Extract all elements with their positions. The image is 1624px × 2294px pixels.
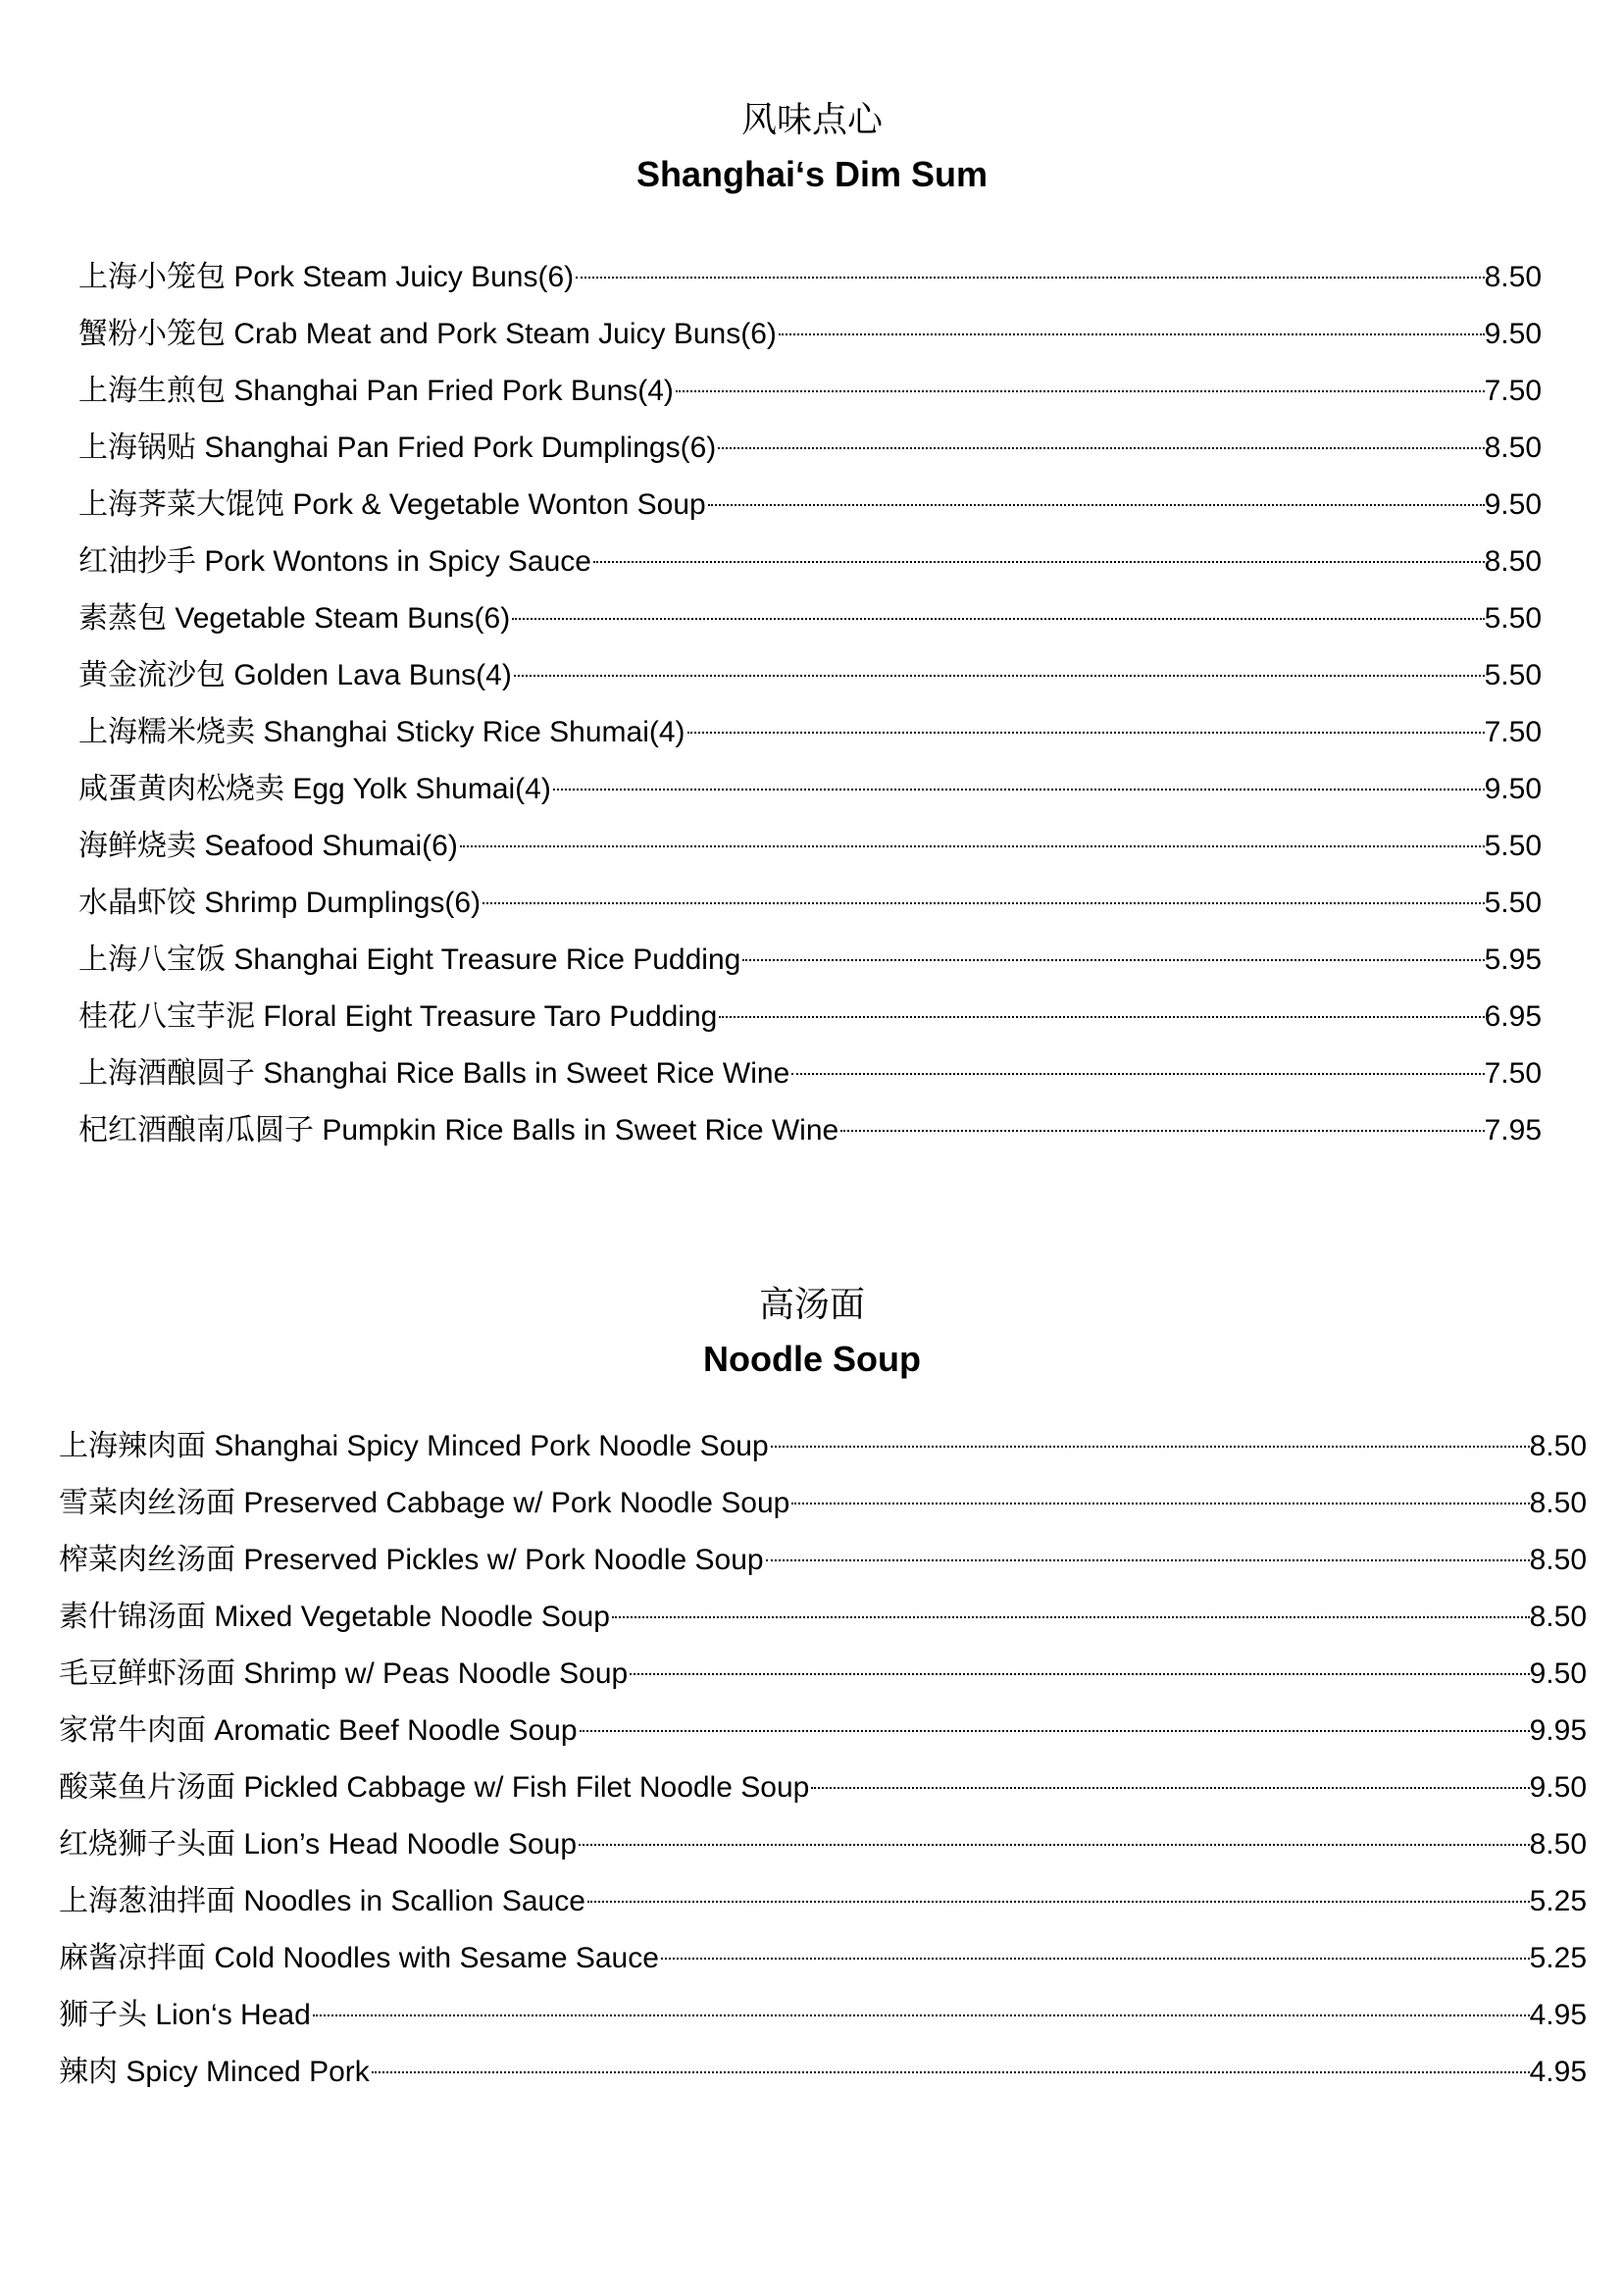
item-name: 麻酱凉拌面 Cold Noodles with Sesame Sauce [59, 1942, 659, 1974]
dot-leader [553, 789, 1485, 790]
item-price: 9.50 [1529, 1657, 1587, 1690]
menu-item [59, 1703, 1587, 1759]
item-price: 5.50 [1484, 830, 1542, 862]
dot-leader [708, 504, 1485, 506]
dot-leader [771, 1446, 1530, 1448]
dot-leader [840, 1130, 1484, 1132]
dot-leader [791, 1503, 1529, 1504]
menu-item [78, 306, 1542, 363]
menu-item [59, 1646, 1587, 1703]
menu-item [78, 647, 1542, 704]
item-name: 上海八宝饭 Shanghai Eight Treasure Rice Pudding [78, 943, 741, 976]
menu-item [78, 875, 1542, 932]
item-name: 辣肉 Spicy Minced Pork [59, 2056, 370, 2088]
item-name: 咸蛋黄肉松烧卖 Egg Yolk Shumai(4) [78, 773, 551, 805]
menu-item [78, 1102, 1542, 1159]
item-price: 8.50 [1529, 1601, 1587, 1633]
item-name: 上海荠菜大馄饨 Pork & Vegetable Wonton Soup [78, 488, 706, 521]
item-price: 7.50 [1484, 1057, 1542, 1090]
item-name: 红烧狮子头面 Lion’s Head Noodle Soup [59, 1828, 578, 1861]
item-name: 家常牛肉面 Aromatic Beef Noodle Soup [59, 1714, 578, 1747]
section-title-chinese: 风味点心 [740, 99, 883, 139]
item-name: 毛豆鲜虾汤面 Shrimp w/ Peas Noodle Soup [59, 1657, 629, 1690]
item-price: 5.25 [1529, 1942, 1587, 1974]
dot-leader [612, 1616, 1530, 1618]
menu-item [59, 1816, 1587, 1873]
dot-leader [460, 845, 1485, 847]
dot-leader [514, 675, 1485, 677]
dim-sum-item-list [78, 249, 1542, 1159]
item-name: 素蒸包 Vegetable Steam Buns(6) [78, 602, 511, 635]
item-price: 9.50 [1484, 488, 1542, 521]
menu-item [78, 534, 1542, 590]
item-name: 上海生煎包 Shanghai Pan Fried Pork Buns(4) [78, 375, 674, 407]
item-name: 水晶虾饺 Shrimp Dumplings(6) [78, 887, 482, 919]
dot-leader [580, 1730, 1530, 1732]
menu-item [59, 1930, 1587, 1987]
dot-leader [576, 277, 1484, 279]
item-name: 上海酒酿圆子 Shanghai Rice Balls in Sweet Rice Wine [78, 1057, 790, 1090]
section-title-chinese: 高汤面 [758, 1284, 865, 1324]
dot-leader [791, 1073, 1484, 1075]
item-name: 红油抄手 Pork Wontons in Spicy Sauce [78, 545, 591, 578]
item-name: 上海辣肉面 Shanghai Spicy Minced Pork Noodle Soup [59, 1430, 769, 1462]
dot-leader [313, 2014, 1530, 2016]
item-name: 蟹粉小笼包 Crab Meat and Pork Steam Juicy Buns(6) [78, 318, 777, 350]
item-price: 7.50 [1484, 716, 1542, 748]
item-price: 5.50 [1484, 887, 1542, 919]
item-price: 5.95 [1484, 943, 1542, 976]
dot-leader [579, 1844, 1530, 1846]
item-name: 雪菜肉丝汤面 Preserved Cabbage w/ Pork Noodle Soup [59, 1487, 790, 1519]
menu-item [78, 1045, 1542, 1102]
menu-item [78, 363, 1542, 420]
menu-item [59, 1873, 1587, 1930]
menu-item [78, 249, 1542, 306]
menu-item [78, 932, 1542, 989]
dot-leader [482, 902, 1485, 904]
noodle-soup-item-list [59, 1418, 1587, 2101]
item-price: 7.50 [1484, 375, 1542, 407]
dot-leader [811, 1787, 1529, 1789]
item-price: 8.50 [1484, 545, 1542, 578]
item-name: 榨菜肉丝汤面 Preserved Pickles w/ Pork Noodle Soup [59, 1544, 764, 1576]
item-name: 海鲜烧卖 Seafood Shumai(6) [78, 830, 458, 862]
item-name: 桂花八宝芋泥 Floral Eight Treasure Taro Pudding [78, 1000, 718, 1033]
item-name: 酸菜鱼片汤面 Pickled Cabbage w/ Fish Filet Noodle Soup [59, 1771, 810, 1804]
dot-leader [687, 732, 1485, 734]
menu-item [78, 420, 1542, 477]
item-name: 杞红酒酿南瓜圆子 Pumpkin Rice Balls in Sweet Rice Wine [78, 1114, 839, 1147]
item-price: 5.50 [1484, 602, 1542, 635]
item-price: 9.50 [1484, 318, 1542, 350]
menu-item [78, 590, 1542, 647]
item-price: 8.50 [1484, 432, 1542, 464]
section-title-english: Noodle Soup [703, 1339, 921, 1379]
menu-item [59, 2044, 1587, 2101]
dot-leader [718, 447, 1484, 449]
item-price: 5.50 [1484, 659, 1542, 691]
item-price: 8.50 [1484, 261, 1542, 293]
item-name: 黄金流沙包 Golden Lava Buns(4) [78, 659, 512, 691]
dot-leader [661, 1958, 1530, 1960]
item-name: 狮子头 Lion‘s Head [59, 1999, 311, 2031]
menu-item [78, 761, 1542, 818]
menu-item [59, 1987, 1587, 2044]
menu-item [59, 1532, 1587, 1589]
menu-item [59, 1759, 1587, 1816]
item-name: 上海小笼包 Pork Steam Juicy Buns(6) [78, 261, 575, 293]
dot-leader [630, 1673, 1529, 1675]
menu-item [59, 1418, 1587, 1475]
dot-leader [779, 333, 1485, 335]
item-name: 上海葱油拌面 Noodles in Scallion Sauce [59, 1885, 585, 1917]
dot-leader [766, 1559, 1530, 1561]
menu-item [78, 989, 1542, 1045]
item-price: 4.95 [1529, 1999, 1587, 2031]
item-price: 8.50 [1529, 1487, 1587, 1519]
dot-leader [719, 1016, 1484, 1018]
dot-leader [742, 959, 1484, 961]
item-name: 素什锦汤面 Mixed Vegetable Noodle Soup [59, 1601, 610, 1633]
dot-leader [593, 561, 1485, 563]
item-price: 8.50 [1529, 1828, 1587, 1861]
item-price: 5.25 [1529, 1885, 1587, 1917]
item-price: 9.50 [1529, 1771, 1587, 1804]
item-name: 上海糯米烧卖 Shanghai Sticky Rice Shumai(4) [78, 716, 685, 748]
section-title-english: Shanghai‘s Dim Sum [635, 154, 989, 194]
item-price: 9.95 [1529, 1714, 1587, 1747]
item-price: 4.95 [1529, 2056, 1587, 2088]
dot-leader [372, 2071, 1530, 2073]
item-price: 8.50 [1529, 1430, 1587, 1462]
item-price: 8.50 [1529, 1544, 1587, 1576]
menu-item [59, 1589, 1587, 1646]
menu-item [78, 477, 1542, 534]
item-price: 9.50 [1484, 773, 1542, 805]
dot-leader [512, 618, 1484, 620]
dot-leader [676, 390, 1485, 392]
item-price: 6.95 [1484, 1000, 1542, 1033]
item-name: 上海锅贴 Shanghai Pan Fried Pork Dumplings(6) [78, 432, 717, 464]
dot-leader [587, 1901, 1530, 1903]
menu-item [78, 704, 1542, 761]
item-price: 7.95 [1484, 1114, 1542, 1147]
menu-item [78, 818, 1542, 875]
menu-item [59, 1475, 1587, 1532]
